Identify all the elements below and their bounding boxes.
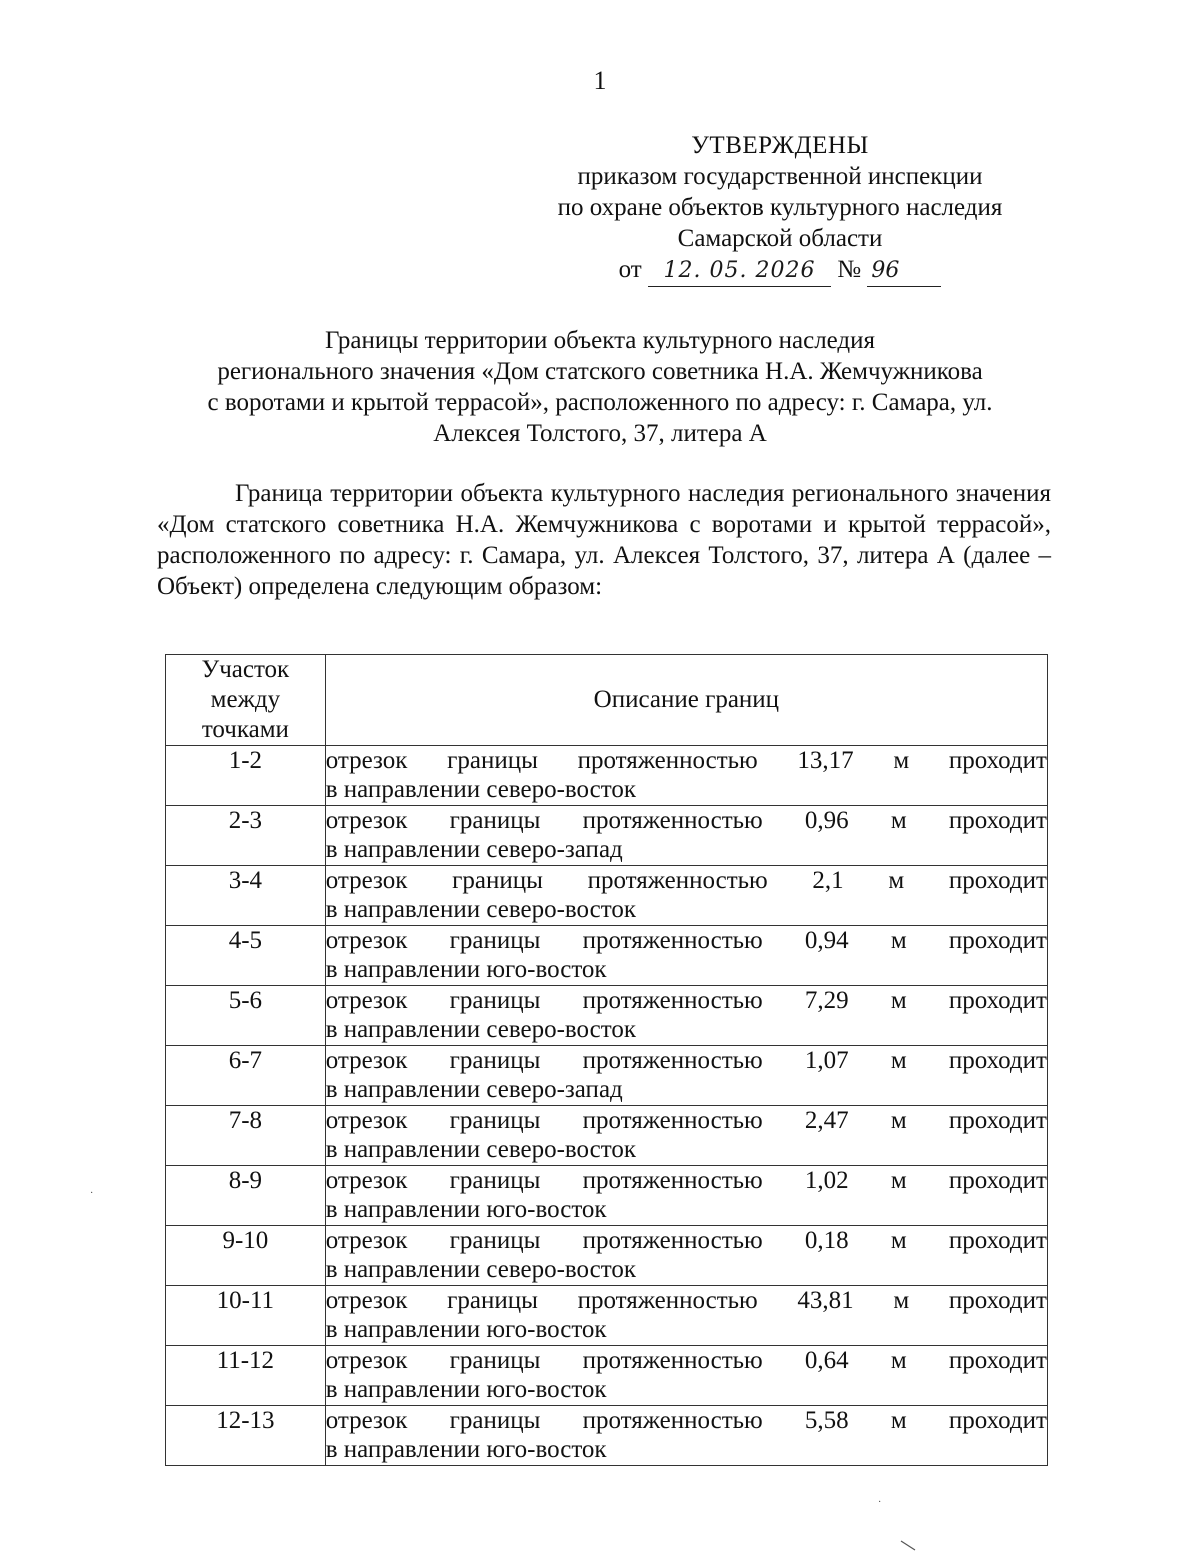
table-row [166, 1166, 1048, 1226]
length-value: 43,81 [797, 1287, 854, 1314]
date-prefix: от [618, 256, 642, 283]
table-row [166, 1046, 1048, 1106]
description-cell [325, 746, 1047, 806]
length-value: 0,94 [804, 927, 849, 954]
description-cell [325, 1286, 1047, 1346]
word: границы [447, 1287, 538, 1314]
length-value: 2,1 [812, 867, 844, 894]
approval-block [530, 130, 1030, 287]
title-line-3: с воротами и крытой террасой», расположенного по адресу: г. Самара, ул. [207, 389, 993, 416]
header-segment-line-1: Участок [201, 656, 290, 683]
title-line-1: Границы территории объекта культурного наследия [324, 327, 876, 354]
word: проходит [948, 1347, 1047, 1374]
table-row [166, 1346, 1048, 1406]
description-cell [325, 926, 1047, 986]
number-prefix: № [837, 256, 862, 283]
segment-cell: 4-5 [166, 926, 326, 986]
scan-mark [900, 1540, 918, 1552]
description-line-1 [326, 1106, 1047, 1135]
word: протяженностью [582, 927, 763, 954]
word: проходит [948, 1287, 1047, 1314]
word: границы [449, 1407, 541, 1434]
word: протяженностью [582, 1167, 763, 1194]
word: протяженностью [582, 1347, 763, 1374]
word: проходит [948, 747, 1047, 774]
word: отрезок [325, 747, 408, 774]
description-line-1 [326, 746, 1047, 775]
word: границы [449, 1227, 541, 1254]
length-value: 1,07 [804, 1047, 849, 1074]
description-line-1 [326, 1346, 1047, 1375]
page-number: 1 [593, 66, 607, 95]
description-cell [325, 1406, 1047, 1466]
description-line-1 [326, 926, 1047, 955]
handwritten-number: 96 [867, 255, 941, 287]
segment-cell: 3-4 [166, 866, 326, 926]
description-line-1 [326, 1166, 1047, 1195]
length-value: 0,64 [804, 1347, 849, 1374]
description-cell [325, 1166, 1047, 1226]
direction-text: в направлении юго-восток [325, 1316, 607, 1343]
length-unit: м [890, 807, 907, 834]
word: проходит [948, 1167, 1047, 1194]
word: границы [449, 1347, 541, 1374]
length-value: 2,47 [804, 1107, 849, 1134]
word: отрезок [325, 1047, 408, 1074]
word: отрезок [325, 1287, 408, 1314]
header-segment [166, 655, 326, 746]
length-unit: м [890, 1227, 907, 1254]
description-line-1 [326, 1406, 1047, 1435]
table-row [166, 1406, 1048, 1466]
direction-text: в направлении северо-запад [325, 836, 623, 863]
length-value: 0,96 [804, 807, 849, 834]
table-row [166, 986, 1048, 1046]
approval-line-1: приказом государственной инспекции [577, 163, 983, 190]
direction-text: в направлении северо-восток [325, 1016, 637, 1043]
length-unit: м [893, 747, 910, 774]
word: отрезок [325, 807, 408, 834]
description-line-1 [326, 806, 1047, 835]
header-segment-line-3: точками [201, 716, 289, 743]
direction-text: в направлении северо-запад [325, 1076, 623, 1103]
word: протяженностью [582, 1227, 763, 1254]
title-line-4: Алексея Толстого, 37, литера А [433, 420, 767, 447]
table-body [166, 746, 1048, 1466]
word: границы [452, 867, 543, 894]
scan-speck: · [90, 1188, 94, 1199]
document-title [150, 325, 1050, 449]
table-row [166, 1286, 1048, 1346]
table-row [166, 1106, 1048, 1166]
word: проходит [948, 867, 1047, 894]
direction-text: в направлении северо-восток [325, 1256, 637, 1283]
word: протяженностью [582, 1047, 763, 1074]
word: границы [449, 987, 541, 1014]
segment-cell: 8-9 [166, 1166, 326, 1226]
description-cell [325, 1226, 1047, 1286]
direction-text: в направлении северо-восток [325, 896, 637, 923]
word: отрезок [325, 927, 408, 954]
direction-text: в направлении юго-восток [325, 1436, 607, 1463]
approval-line-3: Самарской области [677, 225, 883, 252]
length-unit: м [888, 867, 905, 894]
segment-cell: 10-11 [166, 1286, 326, 1346]
direction-text: в направлении юго-восток [325, 1196, 607, 1223]
boundaries-table [165, 654, 1048, 1466]
word: отрезок [325, 1347, 408, 1374]
length-value: 13,17 [797, 747, 854, 774]
direction-text: в направлении юго-восток [325, 956, 607, 983]
length-value: 7,29 [804, 987, 849, 1014]
description-cell [325, 806, 1047, 866]
table-row [166, 926, 1048, 986]
length-unit: м [890, 1107, 907, 1134]
header-segment-line-2: между [210, 686, 281, 713]
length-value: 0,18 [804, 1227, 849, 1254]
description-line-1 [326, 1046, 1047, 1075]
description-line-1 [326, 866, 1047, 895]
word: проходит [948, 927, 1047, 954]
word: протяженностью [577, 1287, 758, 1314]
scan-speck: · [878, 1497, 882, 1508]
direction-text: в направлении северо-восток [325, 776, 637, 803]
word: отрезок [325, 1227, 408, 1254]
word: проходит [948, 1227, 1047, 1254]
word: протяженностью [582, 807, 763, 834]
word: границы [449, 927, 541, 954]
word: протяженностью [582, 1107, 763, 1134]
table-row [166, 1226, 1048, 1286]
length-unit: м [890, 927, 907, 954]
description-cell [325, 1106, 1047, 1166]
description-cell [325, 866, 1047, 926]
approval-line-2: по охране объектов культурного наследия [557, 194, 1003, 221]
description-cell [325, 1346, 1047, 1406]
table-row [166, 806, 1048, 866]
word: границы [449, 1047, 541, 1074]
word: границы [449, 807, 541, 834]
title-line-2: регионального значения «Дом статского советника Н.А. Жемчужникова [217, 358, 983, 385]
segment-cell: 9-10 [166, 1226, 326, 1286]
word: проходит [948, 987, 1047, 1014]
word: проходит [948, 1107, 1047, 1134]
approval-heading: УТВЕРЖДЕНЫ [691, 132, 869, 159]
word: границы [449, 1167, 541, 1194]
segment-cell: 2-3 [166, 806, 326, 866]
word: отрезок [325, 987, 408, 1014]
segment-cell: 6-7 [166, 1046, 326, 1106]
table-row [166, 866, 1048, 926]
segment-cell: 1-2 [166, 746, 326, 806]
word: проходит [948, 807, 1047, 834]
word: протяженностью [587, 867, 768, 894]
segment-cell: 12-13 [166, 1406, 326, 1466]
direction-text: в направлении северо-восток [325, 1136, 637, 1163]
table-row [166, 746, 1048, 806]
segment-cell: 11-12 [166, 1346, 326, 1406]
segment-cell: 7-8 [166, 1106, 326, 1166]
handwritten-date: 12. 05. 2026 [648, 255, 831, 287]
word: протяженностью [577, 747, 758, 774]
length-unit: м [893, 1287, 910, 1314]
direction-text: в направлении юго-восток [325, 1376, 607, 1403]
length-unit: м [890, 1347, 907, 1374]
word: границы [447, 747, 538, 774]
description-cell [325, 1046, 1047, 1106]
word: отрезок [325, 1107, 408, 1134]
word: отрезок [325, 1167, 408, 1194]
description-cell [325, 986, 1047, 1046]
word: отрезок [325, 867, 408, 894]
length-unit: м [890, 987, 907, 1014]
word: проходит [948, 1047, 1047, 1074]
description-line-1 [326, 986, 1047, 1015]
table-header-row [166, 655, 1048, 746]
length-unit: м [890, 1407, 907, 1434]
approval-date-line [619, 254, 942, 287]
header-description: Описание границ [325, 655, 1047, 746]
length-value: 5,58 [804, 1407, 849, 1434]
intro-paragraph: Граница территории объекта культурного наследия регионального значения «Дом статского советника Н.А. Жемчужникова с воротами и крытой террасой», расположенного по адресу: г. Самара, ул. Алексея Толстого, 37, литера А (далее – Объект) определена следующим образом: [157, 480, 1051, 600]
word: проходит [948, 1407, 1047, 1434]
word: границы [449, 1107, 541, 1134]
length-unit: м [890, 1047, 907, 1074]
description-line-1 [326, 1286, 1047, 1315]
word: протяженностью [582, 1407, 763, 1434]
description-line-1 [326, 1226, 1047, 1255]
length-value: 1,02 [804, 1167, 849, 1194]
segment-cell: 5-6 [166, 986, 326, 1046]
word: протяженностью [582, 987, 763, 1014]
length-unit: м [890, 1167, 907, 1194]
word: отрезок [325, 1407, 408, 1434]
